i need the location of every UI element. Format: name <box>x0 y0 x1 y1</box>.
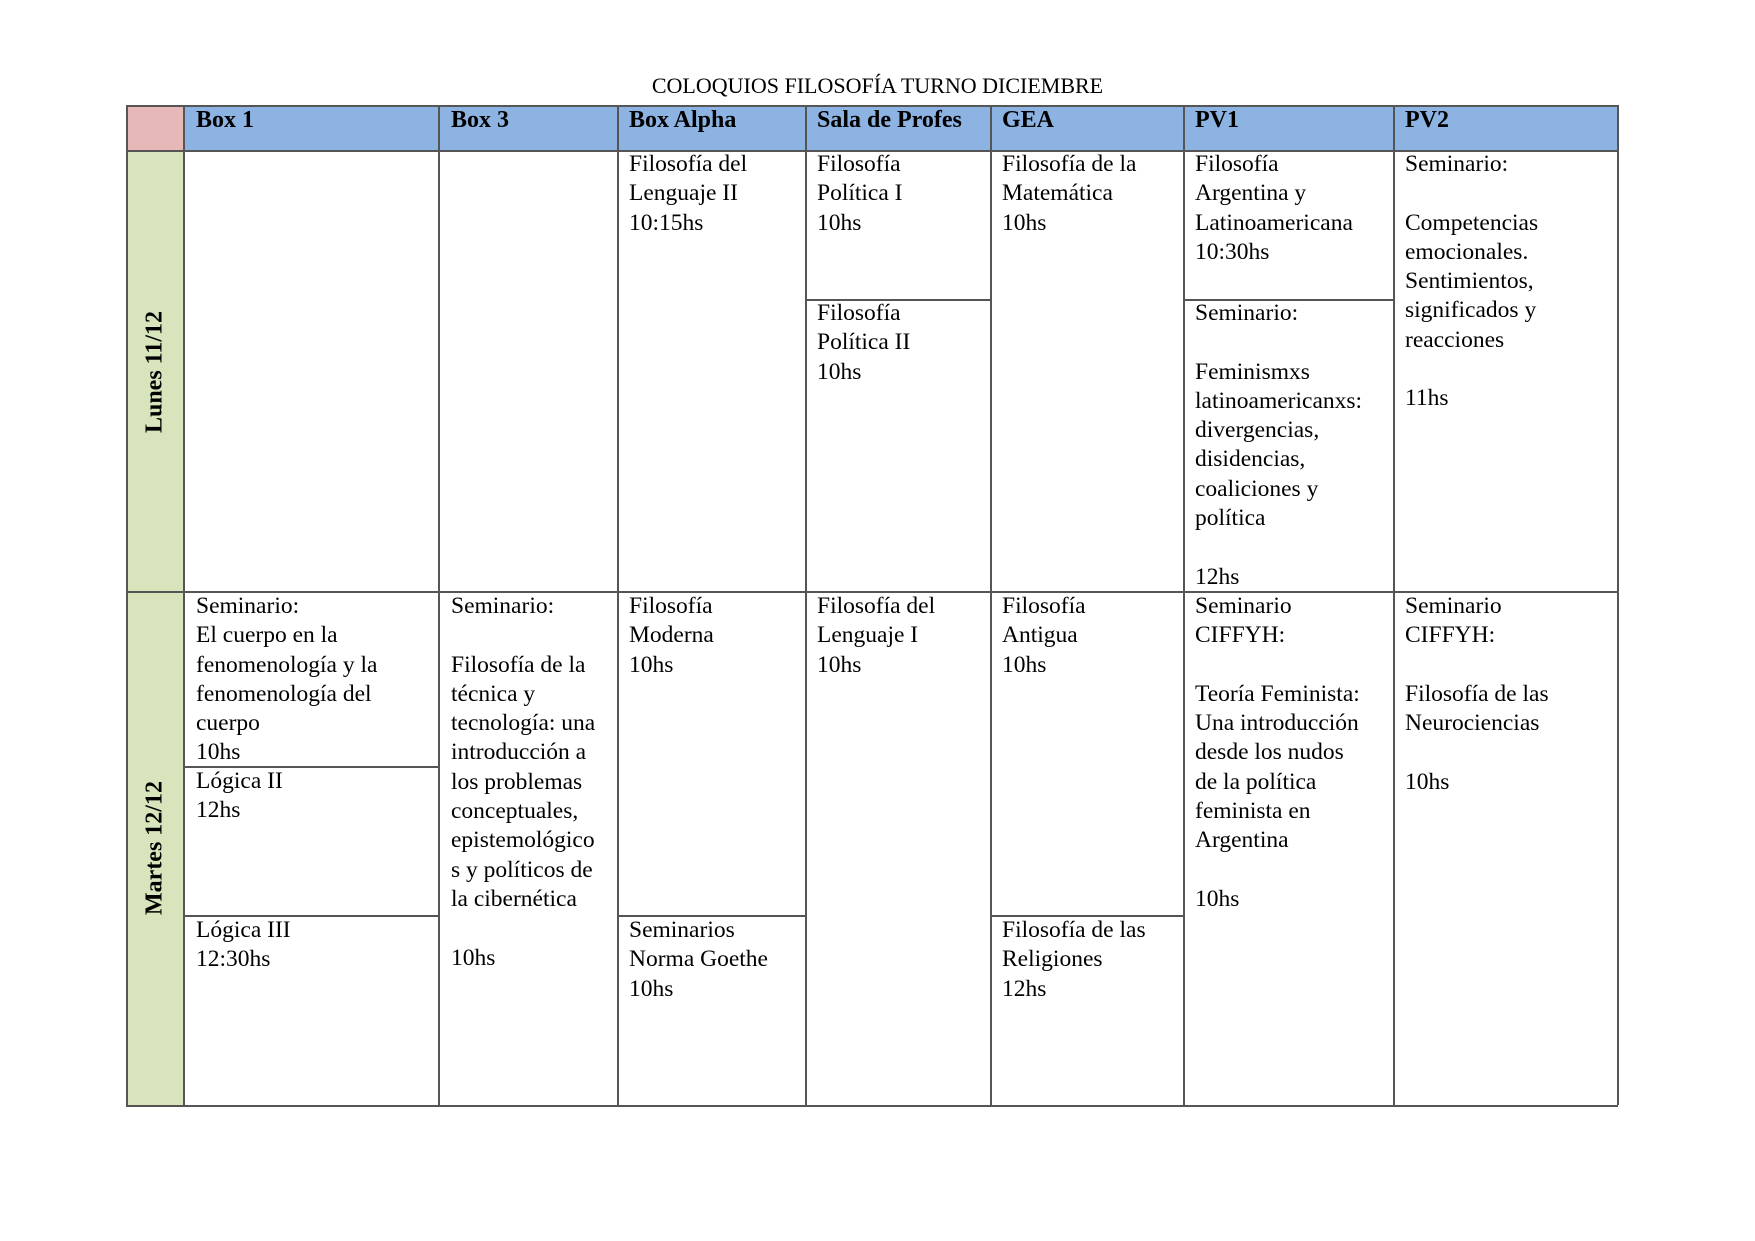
border <box>805 105 807 1105</box>
border <box>1183 105 1185 1105</box>
exam-cell: Seminarios Norma Goethe 10hs <box>629 917 768 1002</box>
exam-cell: Filosofía de las Religiones 12hs <box>1002 917 1146 1002</box>
border <box>438 105 440 1105</box>
day-label-martes: Martes 12/12 <box>141 781 168 915</box>
border <box>126 105 128 1105</box>
border <box>990 105 992 1105</box>
exam-cell: Filosofía Antigua 10hs <box>1002 593 1086 678</box>
border <box>183 105 185 1105</box>
exam-cell: Filosofía del Lenguaje I 10hs <box>817 593 936 678</box>
day-column <box>126 150 183 1105</box>
exam-cell: Filosofía Moderna 10hs <box>629 593 714 678</box>
border <box>1617 105 1619 1105</box>
border <box>617 105 619 1105</box>
border <box>126 1105 1618 1107</box>
column-header-box1: Box 1 <box>196 107 255 133</box>
exam-cell: Lógica II 12hs <box>196 768 283 824</box>
exam-cell: Filosofía Política I 10hs <box>817 151 903 236</box>
column-header-gea: GEA <box>1002 107 1055 133</box>
exam-cell: Filosofía Política II 10hs <box>817 300 911 385</box>
exam-cell: Seminario: Competencias emocionales. Sentimientos, significados y reacciones 11hs <box>1405 151 1539 412</box>
border <box>1393 105 1395 1105</box>
column-header-box3: Box 3 <box>451 107 510 133</box>
exam-cell: Seminario: Filosofía de la técnica y tecnología: una introducción a los problemas conceptuales, epistemológico s y políticos de la cibernética 10hs <box>451 593 596 971</box>
column-header-pv1: PV1 <box>1195 107 1239 133</box>
exam-cell: Seminario CIFFYH: Teoría Feminista: Una introducción desde los nudos de la política feminista en Argentina 10hs <box>1195 593 1360 912</box>
column-header-sala-profes: Sala de Profes <box>817 107 962 133</box>
exam-cell: Seminario CIFFYH: Filosofía de las Neurociencias 10hs <box>1405 593 1549 795</box>
exam-cell: Filosofía de la Matemática 10hs <box>1002 151 1137 236</box>
day-label-lunes: Lunes 11/12 <box>141 310 168 434</box>
exam-cell: Filosofía Argentina y Latinoamericana 10:30hs <box>1195 151 1353 265</box>
column-header-box-alpha: Box Alpha <box>629 107 737 133</box>
exam-cell: Lógica III 12:30hs <box>196 917 291 973</box>
exam-cell: Filosofía del Lenguaje II 10:15hs <box>629 151 748 236</box>
page-title: COLOQUIOS FILOSOFÍA TURNO DICIEMBRE <box>651 73 1104 98</box>
exam-cell: Seminario: El cuerpo en la fenomenología y la fenomenología del cuerpo 10hs <box>196 593 378 766</box>
exam-cell: Seminario: Feminismxs latinoamericanxs: divergencias, disidencias, coaliciones y política 12hs <box>1195 300 1363 590</box>
column-header-pv2: PV2 <box>1405 107 1449 133</box>
corner-cell <box>126 105 183 150</box>
